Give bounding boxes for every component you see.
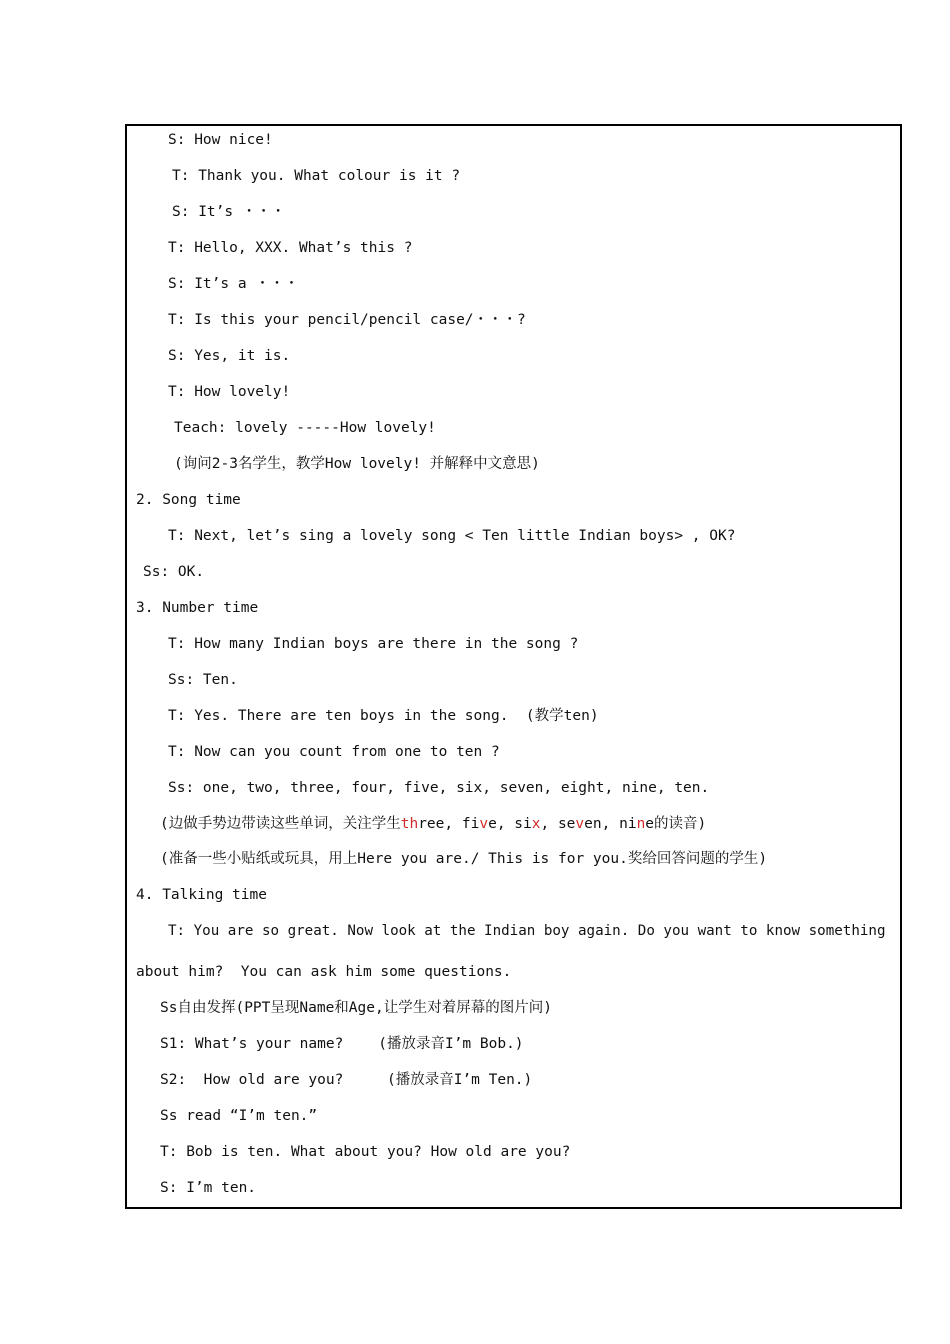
dialogue-line: T: How many Indian boys are there in the song ? — [168, 636, 579, 652]
dialogue-line: S: It’s ・・・ — [172, 204, 286, 220]
dialogue-line: S: It’s a ・・・ — [168, 276, 299, 292]
phonics-word: three — [400, 816, 445, 832]
phonics-word: seven — [557, 816, 602, 832]
section-heading: 4. Talking time — [136, 887, 267, 903]
phonics-note — [160, 814, 706, 834]
phonics-prefix: (边做手势边带读这些单词，关注学生 — [160, 816, 401, 832]
dialogue-line: T: Thank you. What colour is it ? — [172, 168, 461, 184]
dialogue-line: S: Yes, it is. — [168, 348, 291, 364]
dialogue-line: Ss: Ten. — [168, 672, 238, 688]
phonics-word: nine — [619, 816, 655, 832]
phonics-word: six — [514, 816, 541, 832]
dialogue-line: T: You are so great. Now look at the Indian boy again. Do you want to know something — [168, 923, 886, 939]
teaching-note: (准备一些小贴纸或玩具，用上Here you are./ This is for you.奖给回答问题的学生) — [160, 851, 768, 867]
dialogue-line: T: Bob is ten. What about you? How old are you? — [160, 1144, 571, 1160]
dialogue-line: T: Yes. There are ten boys in the song. (教学ten) — [168, 708, 599, 724]
dialogue-line: S1: What’s your name? (播放录音I’m Bob.) — [160, 1036, 524, 1052]
teaching-note: Teach: lovely -----How lovely! — [174, 420, 436, 436]
dialogue-line: about him? You can ask him some questions. — [136, 964, 512, 980]
highlighted-letters: th — [400, 816, 419, 832]
dialogue-line: S2: How old are you? (播放录音I’m Ten.) — [160, 1072, 533, 1088]
section-heading: 2. Song time — [136, 492, 241, 508]
dialogue-line: T: Is this your pencil/pencil case/・・・? — [168, 312, 526, 328]
teaching-note: (询问2-3名学生，教学How lovely! 并解释中文意思) — [174, 456, 540, 472]
section-heading: 3. Number time — [136, 600, 259, 616]
dialogue-line: T: How lovely! — [168, 384, 291, 400]
dialogue-line: Ss read “I’m ten.” — [160, 1108, 318, 1124]
highlighted-letters: n — [636, 816, 646, 832]
lesson-table-cell — [125, 124, 902, 1209]
dialogue-line: S: How nice! — [168, 132, 273, 148]
dialogue-line: S: I’m ten. — [160, 1180, 257, 1196]
highlighted-letters: v — [575, 816, 585, 832]
dialogue-line: Ss: one, two, three, four, five, six, seven, eight, nine, ten. — [168, 780, 710, 796]
dialogue-line: T: Now can you count from one to ten ? — [168, 744, 500, 760]
teaching-note: Ss自由发挥(PPT呈现Name和Age,让学生对着屏幕的图片问) — [160, 1000, 552, 1016]
dialogue-line: T: Next, let’s sing a lovely song < Ten little Indian boys> , OK? — [168, 528, 736, 544]
phonics-suffix: 的读音) — [654, 816, 707, 832]
dialogue-line: T: Hello, XXX. What’s this ? — [168, 240, 413, 256]
phonics-words: three, five, six, seven, nine — [400, 816, 655, 832]
highlighted-letters: x — [531, 816, 541, 832]
dialogue-line: Ss: OK. — [143, 564, 205, 580]
highlighted-letters: v — [479, 816, 489, 832]
phonics-word: five — [461, 816, 497, 832]
